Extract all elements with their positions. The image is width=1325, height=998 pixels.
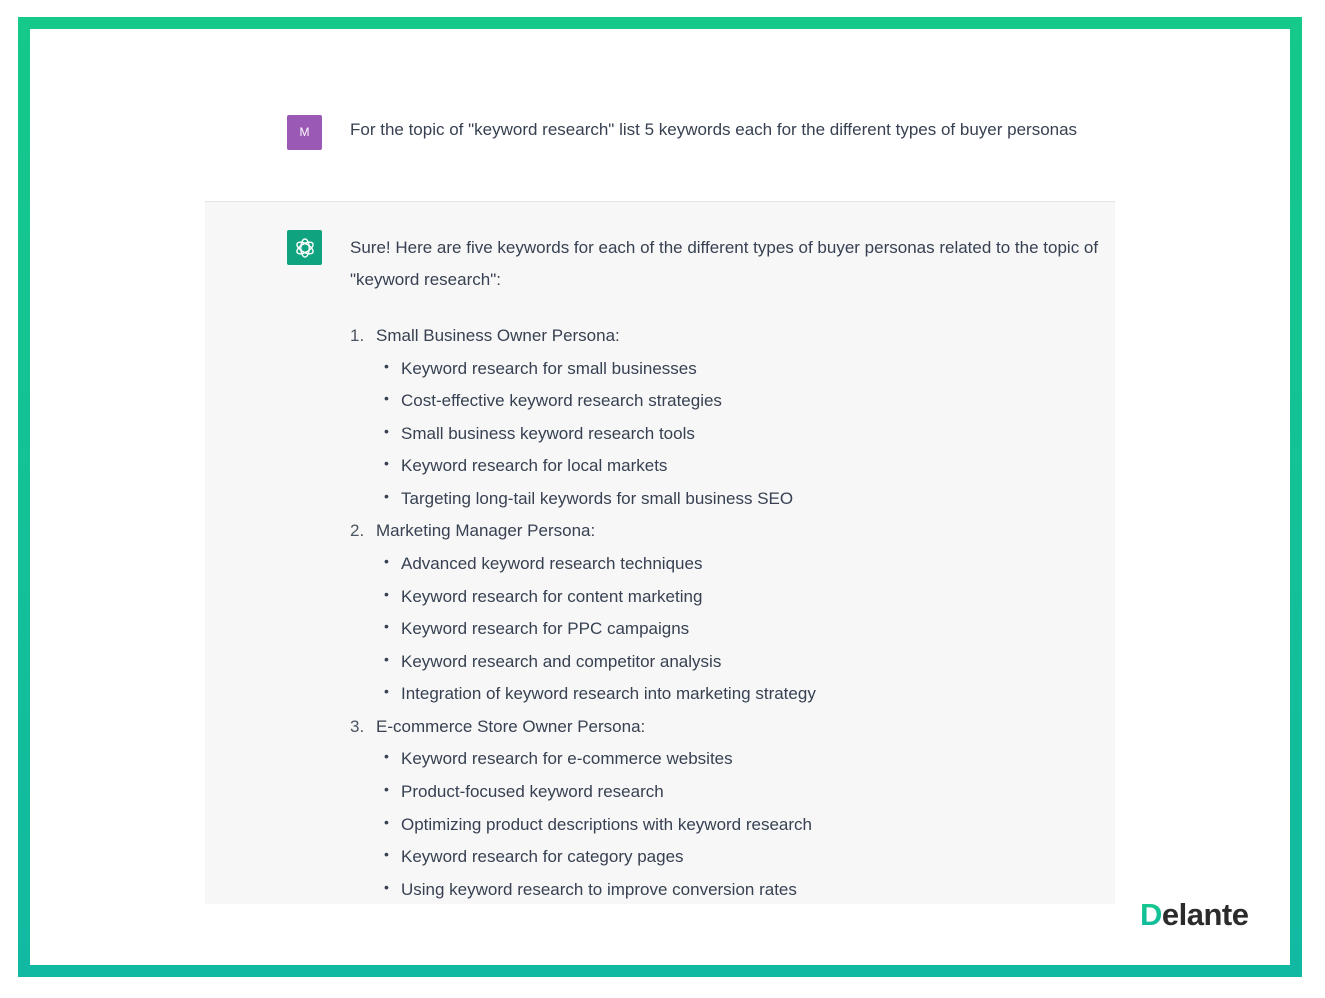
keyword-item: • Keyword research for PPC campaigns [384, 613, 1110, 646]
persona-title: Small Business Owner Persona: [376, 326, 620, 345]
persona-number: 3. [350, 716, 365, 736]
bullet-icon: • [384, 455, 389, 472]
keyword-item: • Keyword research for small businesses [384, 353, 1110, 386]
keyword-list [350, 353, 1110, 516]
keyword-item: • Keyword research for local markets [384, 450, 1110, 483]
keyword-item: • Keyword research and competitor analysis [384, 646, 1110, 679]
persona-item [350, 320, 1110, 515]
keyword-item: • Keyword research for category pages [384, 841, 1110, 874]
bullet-icon: • [384, 390, 389, 407]
keyword-item: • Targeting long-tail keywords for small business SEO [384, 483, 1110, 516]
bullet-icon: • [384, 846, 389, 863]
user-avatar: M [287, 115, 322, 150]
bullet-icon: • [384, 618, 389, 635]
bullet-icon: • [384, 748, 389, 765]
bullet-icon: • [384, 683, 389, 700]
persona-list [350, 320, 1110, 906]
keyword-item: • Small business keyword research tools [384, 418, 1110, 451]
keyword-item: • Optimizing product descriptions with keyword research [384, 809, 1110, 842]
keyword-item: • Keyword research for e-commerce websites [384, 743, 1110, 776]
persona-number: 1. [350, 326, 365, 345]
bullet-icon: • [384, 650, 389, 667]
keyword-list [350, 743, 1110, 906]
bullet-icon: • [384, 781, 389, 798]
bullet-icon: • [384, 422, 389, 439]
keyword-list [350, 548, 1110, 711]
persona-item [350, 711, 1110, 906]
assistant-message [205, 201, 1115, 904]
assistant-intro: Sure! Here are five keywords for each of the different types of buyer personas related to the topic of "keyword research": [350, 238, 1099, 289]
keyword-item: • Keyword research for content marketing [384, 581, 1110, 614]
persona-number: 2. [350, 521, 365, 541]
keyword-item: • Using keyword research to improve conversion rates [384, 874, 1110, 907]
keyword-item: • Cost-effective keyword research strategies [384, 385, 1110, 418]
chat-canvas [30, 29, 1290, 965]
persona-title: Marketing Manager Persona: [376, 521, 596, 541]
persona-title: E-commerce Store Owner Persona: [376, 716, 646, 736]
bullet-icon: • [384, 357, 389, 374]
bullet-icon: • [384, 813, 389, 830]
keyword-item: • Product-focused keyword research [384, 776, 1110, 809]
bullet-icon: • [384, 585, 389, 602]
bullet-icon: • [384, 552, 389, 569]
persona-item [350, 515, 1110, 710]
delante-logo: Delante [1140, 897, 1249, 932]
user-message-text: For the topic of "keyword research" list 5 keywords each for the different types of buyer personas [350, 120, 1078, 139]
keyword-item: • Advanced keyword research techniques [384, 548, 1110, 581]
green-border-frame [18, 17, 1302, 977]
bullet-icon: • [384, 487, 389, 504]
bullet-icon: • [384, 878, 389, 895]
assistant-message-content [350, 232, 1110, 906]
openai-logo-icon [293, 236, 317, 260]
assistant-avatar [287, 230, 322, 265]
keyword-item: • Integration of keyword research into marketing strategy [384, 678, 1110, 711]
